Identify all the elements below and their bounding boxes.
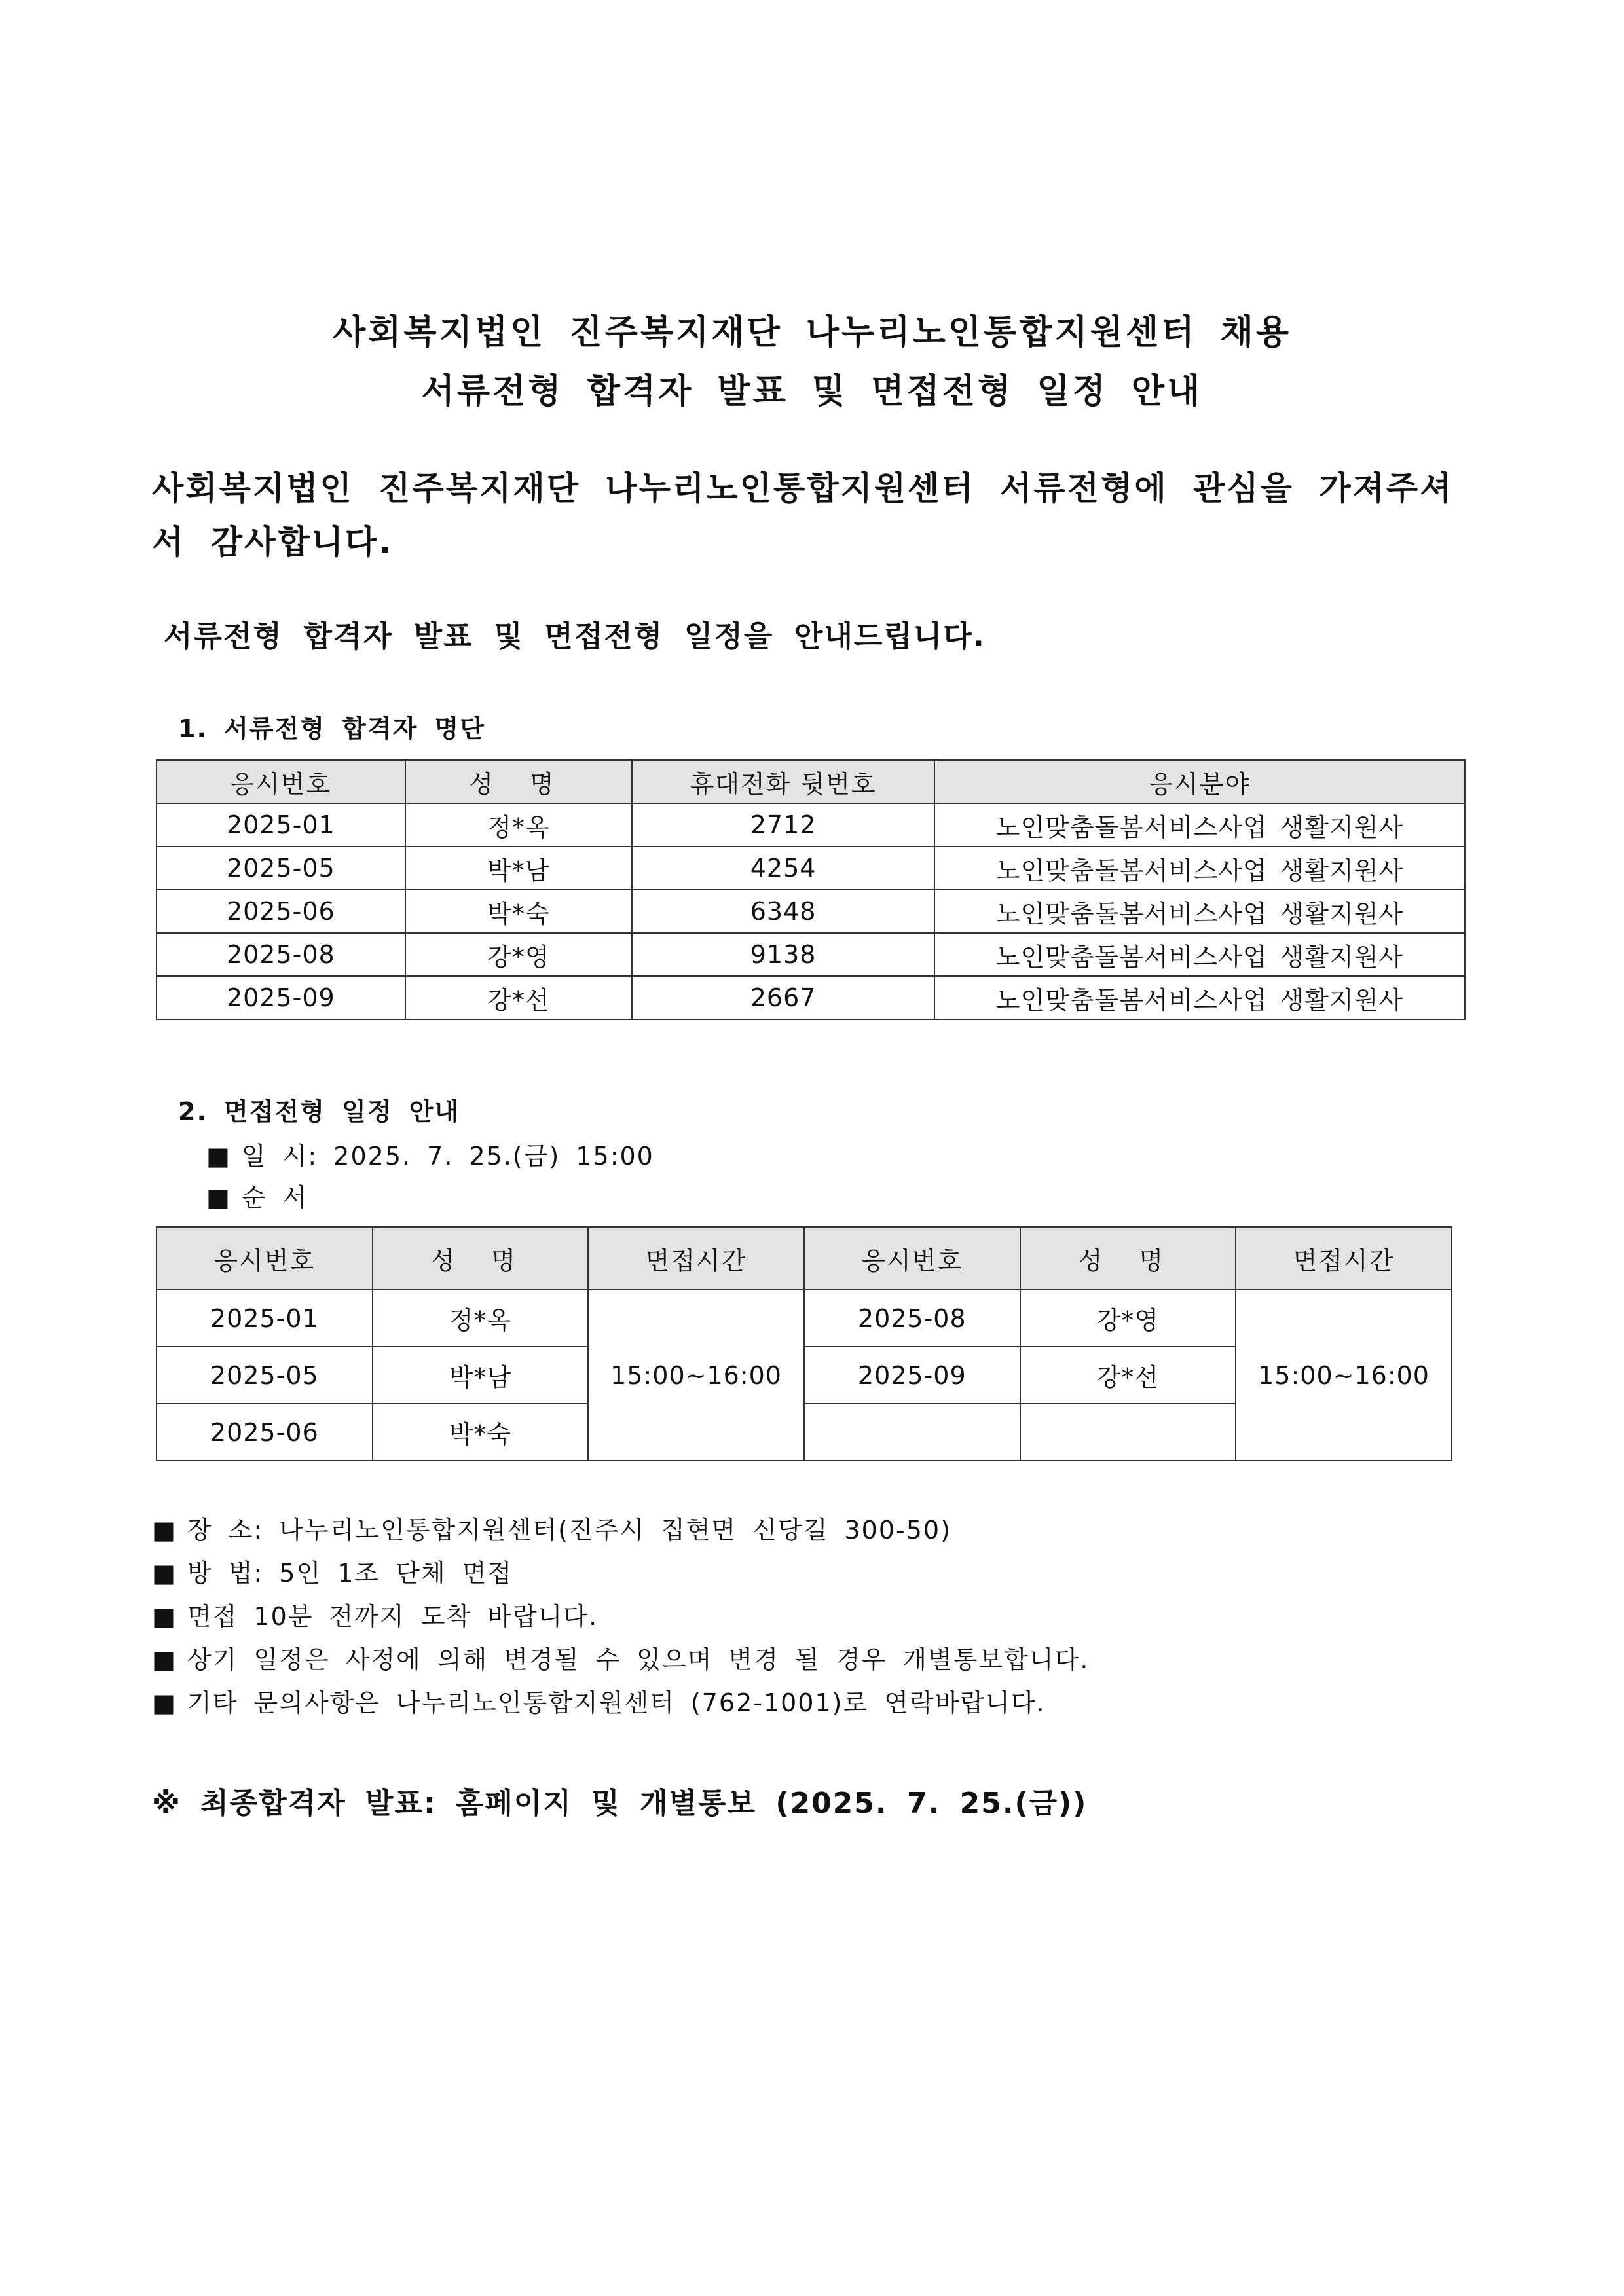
applicant-no: 2025-06 <box>157 890 405 933</box>
square-bullet-icon: ■ <box>152 1645 177 1674</box>
header-applicant-no: 응시번호 <box>157 760 405 803</box>
header-applicant-no: 응시번호 <box>804 1227 1020 1290</box>
table-row <box>157 976 1465 1019</box>
detail-text: 상기 일정은 사정에 의해 변경될 수 있으며 변경 될 경우 개별통보합니다. <box>187 1645 1090 1674</box>
header-application-field: 응시분야 <box>934 760 1465 803</box>
application-field: 노인맞춤돌봄서비스사업 생활지원사 <box>934 976 1465 1019</box>
header-phone-last-digits: 휴대전화 뒷번호 <box>632 760 934 803</box>
phone-last-digits: 6348 <box>632 890 934 933</box>
final-announcement-note: ※ 최종합격자 발표: 홈페이지 및 개별통보 (2025. 7. 25.(금)) <box>152 1787 1088 1820</box>
applicant-no: 2025-08 <box>804 1290 1020 1347</box>
applicant-name: 강*선 <box>405 976 633 1019</box>
header-name: 성 명 <box>373 1227 589 1290</box>
interview-table-header <box>157 1227 1452 1290</box>
applicant-no: 2025-09 <box>157 976 405 1019</box>
applicant-name: 정*옥 <box>373 1290 589 1347</box>
document-title-line1: 사회복지법인 진주복지재단 나누리노인통합지원센터 채용 <box>332 313 1292 352</box>
application-field: 노인맞춤돌봄서비스사업 생활지원사 <box>934 933 1465 976</box>
detail-arrival <box>152 1596 598 1632</box>
intro-paragraph: 사회복지법인 진주복지재단 나누리노인통합지원센터 서류전형에 관심을 가져주셔서 감사합니다. <box>152 469 1454 561</box>
square-bullet-icon: ■ <box>206 1183 231 1212</box>
table-row <box>157 933 1465 976</box>
square-bullet-icon: ■ <box>152 1602 177 1631</box>
phone-last-digits: 2667 <box>632 976 934 1019</box>
table-row <box>157 803 1465 847</box>
table-row <box>157 847 1465 890</box>
phone-last-digits: 4254 <box>632 847 934 890</box>
interview-time-group-2: 15:00~16:00 <box>1236 1290 1452 1461</box>
detail-text: 면접 10분 전까지 도착 바랍니다. <box>187 1602 599 1631</box>
square-bullet-icon: ■ <box>206 1142 231 1171</box>
header-interview-time: 면접시간 <box>588 1227 804 1290</box>
applicant-name: 강*영 <box>405 933 633 976</box>
square-bullet-icon: ■ <box>152 1516 177 1544</box>
applicant-name: 정*옥 <box>405 803 633 847</box>
applicant-name: 강*선 <box>1020 1347 1236 1404</box>
interview-date-line <box>206 1136 654 1172</box>
application-field: 노인맞춤돌봄서비스사업 생활지원사 <box>934 803 1465 847</box>
detail-method <box>152 1553 513 1589</box>
applicant-no: 2025-01 <box>157 1290 373 1347</box>
applicant-name: 박*숙 <box>405 890 633 933</box>
detail-schedule-change <box>152 1639 1089 1675</box>
applicant-name: 박*숙 <box>373 1404 589 1461</box>
interview-order-line <box>206 1177 308 1213</box>
phone-last-digits: 2712 <box>632 803 934 847</box>
interview-schedule-table <box>156 1226 1452 1461</box>
applicant-no: 2025-09 <box>804 1347 1020 1404</box>
passers-table <box>156 759 1466 1020</box>
document-title-line2: 서류전형 합격자 발표 및 면접전형 일정 안내 <box>421 372 1203 411</box>
square-bullet-icon: ■ <box>152 1559 177 1588</box>
header-applicant-no: 응시번호 <box>157 1227 373 1290</box>
detail-text: 방 법: 5인 1조 단체 면접 <box>187 1559 513 1588</box>
applicant-no: 2025-01 <box>157 803 405 847</box>
phone-last-digits: 9138 <box>632 933 934 976</box>
section2-heading: 2. 면접전형 일정 안내 <box>178 1097 460 1126</box>
empty-cell <box>1020 1404 1236 1461</box>
detail-text: 기타 문의사항은 나누리노인통합지원센터 (762-1001)로 연락바랍니다. <box>187 1688 1046 1717</box>
applicant-name: 강*영 <box>1020 1290 1236 1347</box>
detail-location <box>152 1510 951 1546</box>
square-bullet-icon: ■ <box>152 1688 177 1717</box>
application-field: 노인맞춤돌봄서비스사업 생활지원사 <box>934 847 1465 890</box>
table-row <box>157 890 1465 933</box>
section1-heading: 1. 서류전형 합격자 명단 <box>178 714 485 743</box>
application-field: 노인맞춤돌봄서비스사업 생활지원사 <box>934 890 1465 933</box>
empty-cell <box>804 1404 1020 1461</box>
applicant-no: 2025-08 <box>157 933 405 976</box>
header-interview-time: 면접시간 <box>1236 1227 1452 1290</box>
applicant-no: 2025-05 <box>157 1347 373 1404</box>
applicant-name: 박*남 <box>405 847 633 890</box>
interview-time-group-1: 15:00~16:00 <box>588 1290 804 1461</box>
interview-date: 일 시: 2025. 7. 25.(금) 15:00 <box>241 1142 654 1171</box>
notice-text: 서류전형 합격자 발표 및 면접전형 일정을 안내드립니다. <box>164 619 986 653</box>
applicant-name: 박*남 <box>373 1347 589 1404</box>
applicant-no: 2025-05 <box>157 847 405 890</box>
detail-contact <box>152 1683 1046 1719</box>
detail-text: 장 소: 나누리노인통합지원센터(진주시 집현면 신당길 300-50) <box>187 1516 951 1544</box>
interview-order-label: 순 서 <box>241 1183 308 1212</box>
passers-table-header <box>157 760 1465 803</box>
applicant-no: 2025-06 <box>157 1404 373 1461</box>
table-row <box>157 1290 1452 1347</box>
header-name: 성 명 <box>405 760 633 803</box>
header-name: 성 명 <box>1020 1227 1236 1290</box>
